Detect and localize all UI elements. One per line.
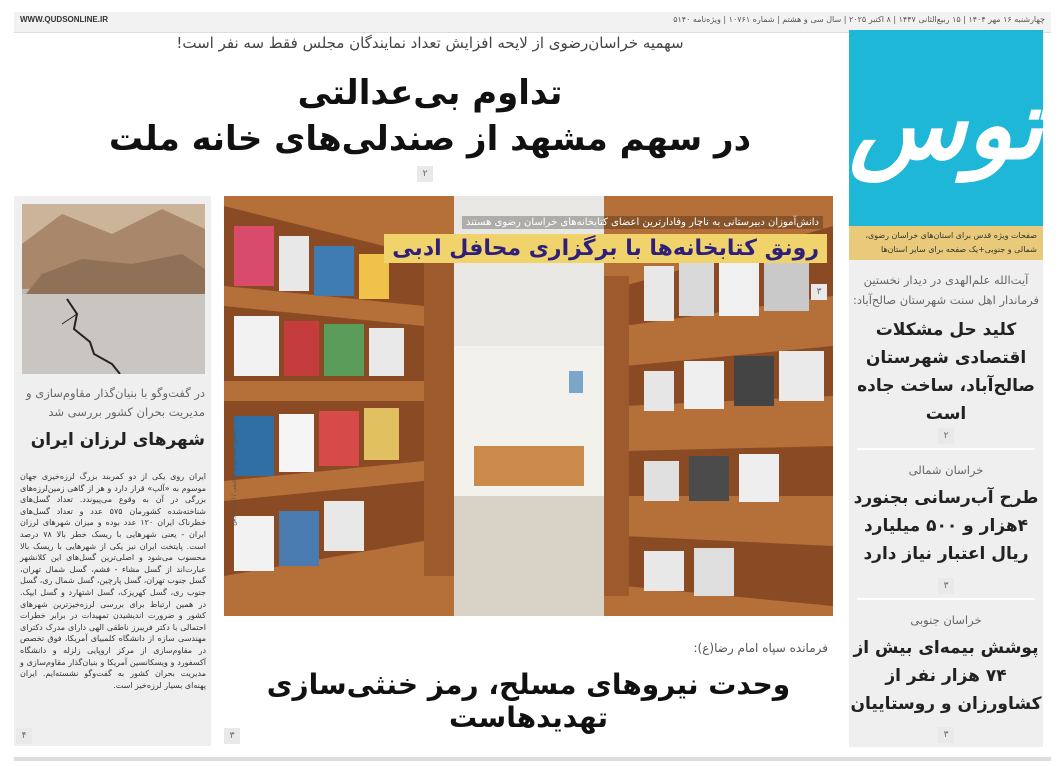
earthquake-photo [22, 204, 205, 374]
site-url[interactable]: WWW.QUDSONLINE.IR [20, 15, 108, 24]
sidebar-story-2 [849, 460, 1043, 568]
sidebar-story-3 [849, 610, 1043, 718]
bottom-headline[interactable]: وحدت نیروهای مسلح، رمز خنثی‌سازی تهدیدهاست [266, 668, 791, 734]
page-badge[interactable]: ۳ [224, 728, 240, 744]
sidebar-headline[interactable]: پوشش بیمه‌ای بیش از ۷۴ هزار نفر از کشاورزان و روستاییان [850, 638, 1042, 714]
photo-kicker: دانش‌آموزان دبیرستانی به ناچار وفادارترین اعضای کتابخانه‌های خراسان رضوی هستند [462, 216, 823, 229]
photo-credit: عکس: سیدمهدی هاشمی / ایسنا قدس [230, 429, 238, 526]
lead-headline-2[interactable]: در سهم مشهد از صندلی‌های خانه ملت [108, 119, 752, 159]
lead-headline-1[interactable]: تداوم بی‌عدالتی [297, 73, 563, 113]
sidebar-story-1 [849, 270, 1043, 428]
left-body: ایران روی یکی از دو کمربند بزرگ لرزه‌خیزی جهان موسوم به «آلپ» قرار دارد و هر از گاهی زمین‌لرزه‌های بزرگی در آن به وقوع می‌پیوندد. تعداد گسل‌های شناخته‌شده کشورمان ۵۷۵ عدد و تعداد گسل‌های خطرناک ایران ۱۲۰ عدد بوده و میزان شهرهای لرزان ایران - یعنی شهرهایی با ریسک خطر بالا ۷۸ درصد است. پایتخت ایران نیز یکی از شهرهایی با ریسک بالا محسوب می‌شود و اصلی‌ترین گسل‌های این کلانشهر عبارت‌اند از گسل مشاء - فشم، گسل شمال تهران، گسل جنوب تهران، گسل پارچین، گسل شمال ری، گسل جنوب ری، گسل کهریزک، گسل اشتهارد و گسل ایپک. در همین ارتباط برای بررسی لرزه‌خیزترین شهرهای کشور و ضرورت اندیشیدن تمهیدات در برابر خطرات احتمالی با دکتر فریبرز ناطقی الهی دارای مدرک دکترای مهندسی سازه از دانشگاه کلمبیای آمریکا، فوق تخصص در مقاوم‌سازی از مرکز اروپایی زلزله و دانشگاه آکسفورد و ویسکانسین آمریکا و بنیان‌گذار مقاوم‌سازی و مدیریت بحران کشور به گفت‌وگو نشسته‌ایم. ایران پهنه‌ای بسیار لرزه‌خیز است. [20, 472, 207, 690]
bottom-kicker: فرمانده سپاه امام رضا(ع): [693, 641, 828, 655]
library-photo [224, 196, 833, 616]
page-badge[interactable]: ۳ [938, 727, 954, 743]
left-kicker: در گفت‌وگو با بنیان‌گذار مقاوم‌سازی و مدیریت بحران کشور بررسی شد [26, 386, 205, 419]
sidebar-kicker: خراسان شمالی [908, 463, 984, 477]
page-badge[interactable]: ۲ [417, 166, 433, 182]
page-badge[interactable]: ۴ [16, 728, 32, 744]
date-line: چهارشنبه ۱۶ مهر ۱۴۰۴ | ۱۵ ربیع‌الثانی ۱۴۴۷ | ۸ اکتبر ۲۰۲۵ | سال سی و هشتم | شماره ۱۰۷۶۱ | ویژه‌نامه ۵۱۴۰ [673, 15, 1045, 24]
sidebar [849, 260, 1043, 747]
left-story [14, 196, 211, 746]
footer-rule [14, 757, 1051, 761]
page-badge[interactable]: ۳ [938, 578, 954, 594]
sidebar-kicker: آیت‌الله علم‌الهدی در دیدار نخستین فرماندار اهل سنت شهرستان صالح‌آباد: [853, 273, 1039, 307]
photo-headline[interactable]: رونق کتابخانه‌ها با برگزاری محافل ادبی [384, 234, 827, 263]
sidebar-kicker: خراسان جنوبی [910, 613, 982, 627]
sidebar-headline[interactable]: طرح آب‌رسانی بجنورد ۴هزار و ۵۰۰ میلیارد ریال اعتبار نیاز دارد [853, 488, 1039, 564]
page-badge[interactable]: ۳ [811, 284, 827, 300]
page-badge[interactable]: ۲ [938, 428, 954, 444]
divider [857, 598, 1035, 600]
logo-text: توس [849, 68, 1043, 181]
left-headline[interactable]: شهرهای لرزان ایران [30, 430, 205, 450]
logo [849, 30, 1043, 226]
lead-kicker: سهمیه خراسان‌رضوی از لایحه افزایش تعداد نمایندگان مجلس فقط سه نفر است! [176, 34, 684, 52]
divider [857, 448, 1035, 450]
logo-caption: صفحات ویژه قدس برای استان‌های خراسان رضوی، شمالی و جنوبی+یک صفحه برای سایر استان‌ها [849, 226, 1043, 260]
sidebar-headline[interactable]: کلید حل مشکلات اقتصادی شهرستان صالح‌آباد، ساخت جاده است [857, 320, 1035, 424]
